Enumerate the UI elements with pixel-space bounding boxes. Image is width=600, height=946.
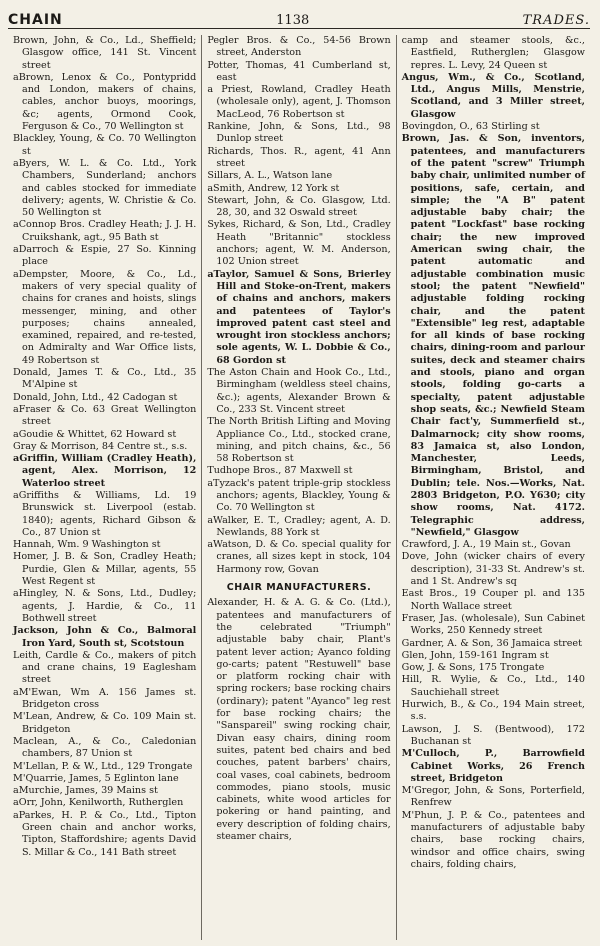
directory-entry: aConnop Bros. Cradley Heath; J. J. H. Cruikshank, agt., 95 Bath st bbox=[13, 219, 197, 243]
directory-entry: Hurwich, B., & Co., 194 Main street, s.s. bbox=[401, 699, 585, 723]
column-left bbox=[8, 35, 201, 940]
columns bbox=[8, 35, 590, 940]
directory-entry: Hill, R. Wylie, & Co., Ltd., 140 Sauchiehall street bbox=[401, 674, 585, 698]
directory-entry: M'Lellan, P. & W., Ltd., 129 Trongate bbox=[13, 760, 193, 772]
column-middle bbox=[201, 35, 395, 940]
directory-entry: Jackson, John & Co., Balmoral Iron Yard, South st, Scotstoun bbox=[13, 625, 197, 649]
directory-entry: Blackley, Young, & Co. 70 Wellington st bbox=[13, 133, 197, 157]
directory-entry: M'Phun, J. P. & Co., patentees and manufacturers of adjustable baby chairs, base rocking chairs, windsor and office chairs, swing chairs, folding chairs, bbox=[401, 809, 585, 870]
directory-entry: aSmith, Andrew, 12 York st bbox=[207, 182, 340, 194]
directory-entry: Donald, James T. & Co., Ltd., 35 M'Alpine st bbox=[13, 367, 197, 391]
directory-entry: M'Quarrie, James, 5 Eglinton lane bbox=[13, 772, 179, 784]
directory-entry: M'Lean, Andrew, & Co. 109 Main st. Bridgeton bbox=[13, 711, 197, 735]
directory-entry: aByers, W. L. & Co. Ltd., York Chambers, Sunderland; anchors and cables stocked for immediate delivery; agents, W. Christie & Co. 50 Wellington st bbox=[13, 157, 197, 219]
header-section-title: CHAIN bbox=[8, 12, 63, 28]
directory-entry: aWalker, E. T., Cradley; agent, A. D. Newlands, 88 York st bbox=[207, 514, 391, 538]
directory-entry: aGriffiths & Williams, Ld. 19 Brunswick st. Liverpool (estab. 1840); agents, Richard Gibson & Co., 87 Union st bbox=[13, 489, 197, 538]
directory-entry: Homer, J. B. & Son, Cradley Heath; Purdie, Glen & Millar, agents, 55 West Regent st bbox=[13, 551, 197, 588]
directory-entry: Sillars, A. L., Watson lane bbox=[207, 170, 333, 182]
directory-entry: Rankine, John, & Sons, Ltd., 98 Dunlop street bbox=[207, 121, 391, 145]
directory-entry: Gardner, A. & Son, 36 Jamaica street bbox=[401, 637, 582, 649]
directory-entry: Dove, John (wicker chairs of every description), 31-33 St. Andrew's st. and 1 St. Andrew's sq bbox=[401, 551, 585, 588]
directory-entry: aDempster, Moore, & Co., Ld., makers of very special quality of chains for cranes and hoists, slings messenger, mining, and other purposes; chains annealed, examined, repaired, and re-tested, on Admiralty and War Office lists, 49 Robertson st bbox=[13, 268, 197, 366]
directory-entry: a Priest, Rowland, Cradley Heath (wholesale only), agent, J. Thomson MacLeod, 76 Robertson st bbox=[207, 84, 391, 120]
directory-entry: Tudhope Bros., 87 Maxwell st bbox=[207, 465, 353, 477]
directory-entry: aGriffin, William (Cradley Heath), agent, Alex. Morrison, 12 Waterloo street bbox=[13, 453, 197, 489]
directory-entry: Stewart, John, & Co. Glasgow, Ltd. 28, 30, and 32 Oswald street bbox=[207, 194, 391, 219]
header-page-number: 1138 bbox=[276, 13, 310, 28]
directory-entry: M'Gregor, John, & Sons, Porterfield, Renfrew bbox=[401, 785, 585, 809]
directory-entry: Potter, Thomas, 41 Cumberland st, east bbox=[207, 59, 391, 83]
directory-entry: Pegler Bros. & Co., 54-56 Brown street, Anderston bbox=[207, 35, 391, 59]
directory-entry: East Bros., 19 Couper pl. and 135 North Wallace street bbox=[401, 588, 585, 612]
directory-entry: aTyzack's patent triple-grip stockless anchors; agents, Blackley, Young & Co. 70 Wellington st bbox=[207, 477, 391, 514]
directory-entry: aDarroch & Espie, 27 So. Kinning place bbox=[13, 244, 197, 268]
directory-entry: camp and steamer stools, &c., Eastfield, Rutherglen; Glasgow repres. L. Levy, 24 Queen st bbox=[401, 35, 585, 71]
page-header bbox=[8, 6, 590, 29]
directory-entry: M'Culloch, P., Barrowfield Cabinet Works, 26 French street, Bridgeton bbox=[401, 748, 585, 784]
directory-entry: aM'Ewan, Wm A. 156 James st. Bridgeton cross bbox=[13, 686, 197, 711]
directory-entry: Bovingdon, O., 63 Stirling st bbox=[401, 121, 540, 133]
directory-entry: Crawford, J. A., 19 Main st., Govan bbox=[401, 539, 571, 551]
directory-entry: Lawson, J. S. (Bentwood), 172 Buchanan st bbox=[401, 723, 585, 747]
column-right bbox=[396, 35, 590, 940]
directory-entry: aWatson, D. & Co. special quality for cranes, all sizes kept in stock, 104 Harmony row, Govan bbox=[207, 539, 391, 575]
header-category: TRADES. bbox=[522, 13, 590, 28]
directory-entry: aParkes, H. P. & Co., Ltd., Tipton Green chain and anchor works, Tipton, Staffordshire; agents David S. Millar & Co., 141 Bath street bbox=[13, 809, 197, 858]
directory-entry: Angus, Wm., & Co., Scotland, Ltd., Angus Mills, Menstrie, Scotland, and 3 Miller street, Glasgow bbox=[401, 71, 585, 120]
directory-entry: Brown, John, & Co., Ld., Sheffield; Glasgow office, 141 St. Vincent street bbox=[13, 35, 197, 71]
directory-entry: Hannah, Wm. 9 Washington st bbox=[13, 539, 161, 551]
directory-entry: aMurchie, James, 39 Mains st bbox=[13, 785, 158, 797]
directory-entry: Brown, Jas. & Son, inventors, patentees, and manufacturers of the patent "screw" Triumph baby chair, unlimited number of positions, safe, certain, and simple; the "A B" patent adjustable baby chair; the patent "Lockfast" base rocking chair; the new improved American swing chair, the patent automatic and adjustable combination music stool; the patent "Newfield" adjustable folding rocking chair, and the patent "Extensible" leg rest, adaptable for all kinds of base rocking chairs, dining-room and parlour suites, deck and steamer chairs and stools, piano and organ stools, folding go-carts a specialty, patent adjustable shop seats, &c.; Newfield Steam Chair fact'y, Summerfield st., Dalmarnock; city show rooms, 83 Jamaica st, also London, Manchester, Leeds, Birmingham, Bristol, and Dublin; tele. Nos.—Works, Nat. 2803 Bridgeton, P.O. Y630; city show rooms, Nat. 4172. Telegraphic address, "Newfield," Glasgow bbox=[401, 133, 585, 538]
directory-entry: aHingley, N. & Sons, Ltd., Dudley; agents, J. Hardie, & Co., 11 Bothwell street bbox=[13, 588, 197, 624]
directory-entry: aOrr, John, Kenilworth, Rutherglen bbox=[13, 797, 184, 809]
directory-entry: Leith, Cardle & Co., makers of pitch and crane chains, 19 Eaglesham street bbox=[13, 649, 197, 686]
directory-entry: Fraser, Jas. (wholesale), Sun Cabinet Works, 250 Kennedy street bbox=[401, 612, 585, 637]
directory-entry: Gow, J. & Sons, 175 Trongate bbox=[401, 662, 545, 674]
directory-entry: Glen, John, 159-161 Ingram st bbox=[401, 649, 549, 661]
directory-entry: Donald, John, Ltd., 42 Cadogan st bbox=[13, 391, 178, 403]
section-heading: CHAIR MANUFACTURERS. bbox=[226, 582, 372, 594]
directory-entry: aGoudie & Whittet, 62 Howard st bbox=[13, 428, 177, 440]
directory-entry: The Aston Chain and Hook Co., Ltd., Birmingham (weldless steel chains, &c.); agents, Alexander Brown & Co., 233 St. Vincent street bbox=[207, 367, 391, 415]
directory-entry: Alexander, H. & A. G. & Co. (Ltd.), patentees and manufacturers of the celebrated "Triumph" adjustable baby chair, Plant's patent lever action; Ayanco folding go-carts; patent "Restuwell" base or platform rocking chair with spring rockers; base rocking chairs (ordinary); patent "Ayanco" leg rest for base rocking chairs; the "Sanspareil" swing rocking chair, Divan easy chairs, dining room suites, patent bed chairs and bed couches, patent barbers' chairs, coal vases, coal cabinets, bedroom commodes, piano stools, music cabinets, white wood articles for pokering or hand painting, and every description of folding chairs, steamer chairs, bbox=[207, 597, 391, 842]
directory-entry: Sykes, Richard, & Son, Ltd., Cradley Heath "Britannic" stockless anchors; agent, W. M. Anderson, 102 Union street bbox=[207, 219, 391, 268]
directory-entry: Gray & Morrison, 84 Centre st., s.s. bbox=[13, 440, 188, 452]
directory-entry: aBrown, Lenox & Co., Pontypridd and London, makers of chains, cables, anchor buoys, moorings, &c; agents, Ormond Cook, Ferguson & Co., 70 Wellington st bbox=[13, 71, 197, 133]
directory-entry: aFraser & Co. 63 Great Wellington street bbox=[13, 403, 197, 428]
directory-entry: Maclean, A., & Co., Caledonian chambers, 87 Union st bbox=[13, 735, 197, 760]
directory-entry: aTaylor, Samuel & Sons, Brierley Hill and Stoke-on-Trent, makers of chains and anchors, makers and patentees of Taylor's improved patent cast steel and wrought iron stockless anchors; sole agents, W. L. Dobbie & Co., 68 Gordon st bbox=[207, 268, 391, 366]
directory-entry: Richards, Thos. R., agent, 41 Ann street bbox=[207, 145, 391, 169]
directory-entry: The North British Lifting and Moving Appliance Co., Ltd., stocked crane, mining, and pitch chains, &c., 56 58 Robertson st bbox=[207, 416, 391, 465]
